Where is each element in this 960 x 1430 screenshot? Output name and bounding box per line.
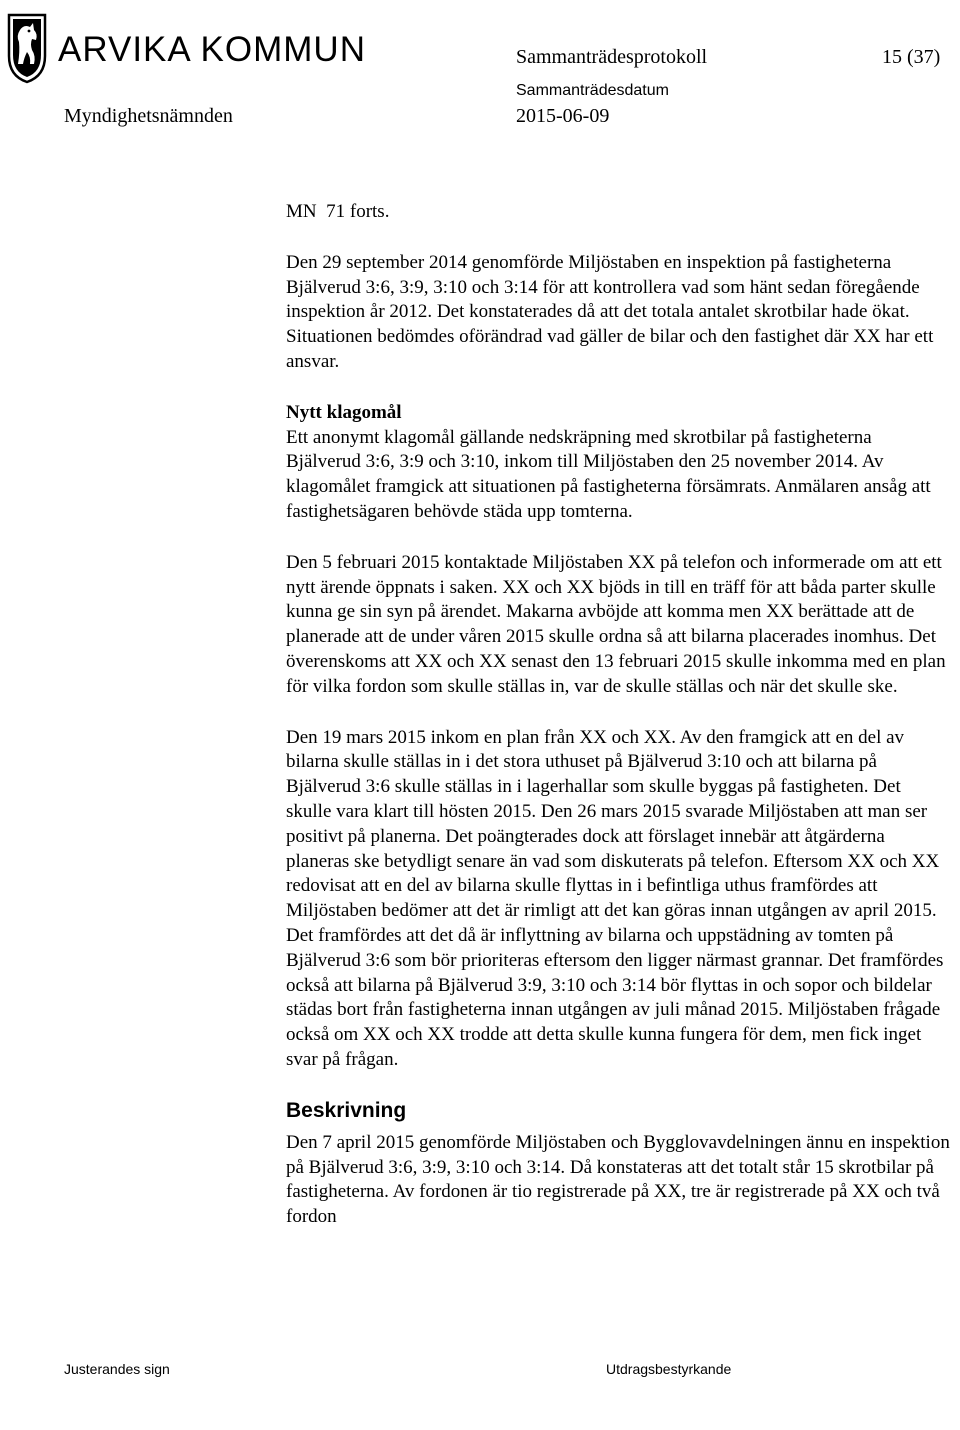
description-section bbox=[286, 1099, 950, 1230]
meeting-date-label: Sammanträdesdatum bbox=[516, 82, 669, 99]
committee-name: Myndighetsnämnden bbox=[64, 105, 233, 127]
complaint-section bbox=[286, 401, 950, 525]
body-paragraph: Den 5 februari 2015 kontaktade Miljöstaben XX på telefon och informerade om att ett nytt ärende öppnats i saken. XX och XX bjöds in till en träff för att båda parter skulle kunna ge sin syn på ärendet. Makarna avböjde att komma men XX berättade att de planerade att de under våren 2015 skulle ordna så att bilarna placerades inomhus. Det överenskoms att XX och XX senast den 13 februari 2015 skulle inkomma med en plan för vilka fordon som skulle ställas in, var de skulle ställas och när det skulle ske. bbox=[286, 551, 946, 697]
org-name: ARVIKA KOMMUN bbox=[58, 30, 366, 69]
body-paragraph: Ett anonymt klagomål gällande nedskräpning med skrotbilar på fastigheterna Bjälverud 3:6, 3:9 och 3:10, inkom till Miljöstaben den 25 november 2014. Av klagomålet framgick att situationen på fastigheterna försämrats. Anmälaren ansåg att fastighetsägaren behövde städa upp tomterna. bbox=[286, 426, 931, 522]
body-paragraph: Den 19 mars 2015 inkom en plan från XX och XX. Av den framgick att en del av bilarna skulle ställas in i det stora uthuset på Bjälverud 3:10 och att bilarna på Bjälverud 3:6 skulle ställas in i lagerhallar som skulle byggas på fastigheten. Det skulle vara klart till hösten 2015. Den 26 mars 2015 svarade Miljöstaben att man ser positivt på planerna. Det poängterades dock att förslaget innebär att åtgärderna planeras ske betydligt senare än vad som diskuterats på telefon. Eftersom XX och XX redovisat att en del av bilarna skulle flyttas in i befintliga uthus framfördes att Miljöstaben bedömer att det är rimligt att det kan göras innan utgången av april 2015. Det framfördes att det då är inflyttning av bilarna och uppstädning av tomten på Bjälverud 3:6 som bör prioriteras eftersom den ligger närmast grannar. Det framfördes också att bilarna på Bjälverud 3:9, 3:10 och 3:14 bör flyttas in och sopor och bildelar städas bort från fastigheterna innan utgången av juli månad 2015. Miljöstaben frågade också om XX och XX trodde att detta skulle kunna fungera för dem, men fick inget svar på frågan. bbox=[286, 726, 944, 1070]
document-type: Sammanträdesprotokoll bbox=[516, 46, 708, 68]
coat-of-arms-icon bbox=[6, 12, 48, 84]
footer-certification-label: Utdragsbestyrkande bbox=[606, 1361, 732, 1377]
section-subheading: Nytt klagomål bbox=[286, 401, 402, 423]
page-number: 15 (37) bbox=[882, 46, 941, 68]
body-paragraph: Den 29 september 2014 genomförde Miljöstaben en inspektion på fastigheterna Bjälverud 3:6, 3:9, 3:10 och 3:14 för att kontrollera vad som hänt sedan föregående inspektion år 2012. Det konstaterades då att det totala antalet skrotbilar hade ökat. Situationen bedömdes oförändrad vad gäller de bilar och den fastighet där XX har ett ansvar. bbox=[286, 251, 934, 372]
body-paragraph: Den 7 april 2015 genomförde Miljöstaben och Bygglovavdelningen ännu en inspektion på Bjälverud 3:6, 3:9, 3:10 och 3:14. Då konstateras att det totalt står 15 skrotbilar på fastigheterna. Av fordonen är tio registrerade på XX, tre är registrerade på XX och två fordon bbox=[286, 1131, 950, 1228]
paragraph-reference: MN 71 forts. bbox=[286, 201, 390, 222]
meeting-date: 2015-06-09 bbox=[516, 105, 610, 127]
footer-signature-label: Justerandes sign bbox=[64, 1361, 170, 1377]
document-body bbox=[286, 200, 950, 1230]
section-heading: Beskrivning bbox=[286, 1098, 407, 1122]
